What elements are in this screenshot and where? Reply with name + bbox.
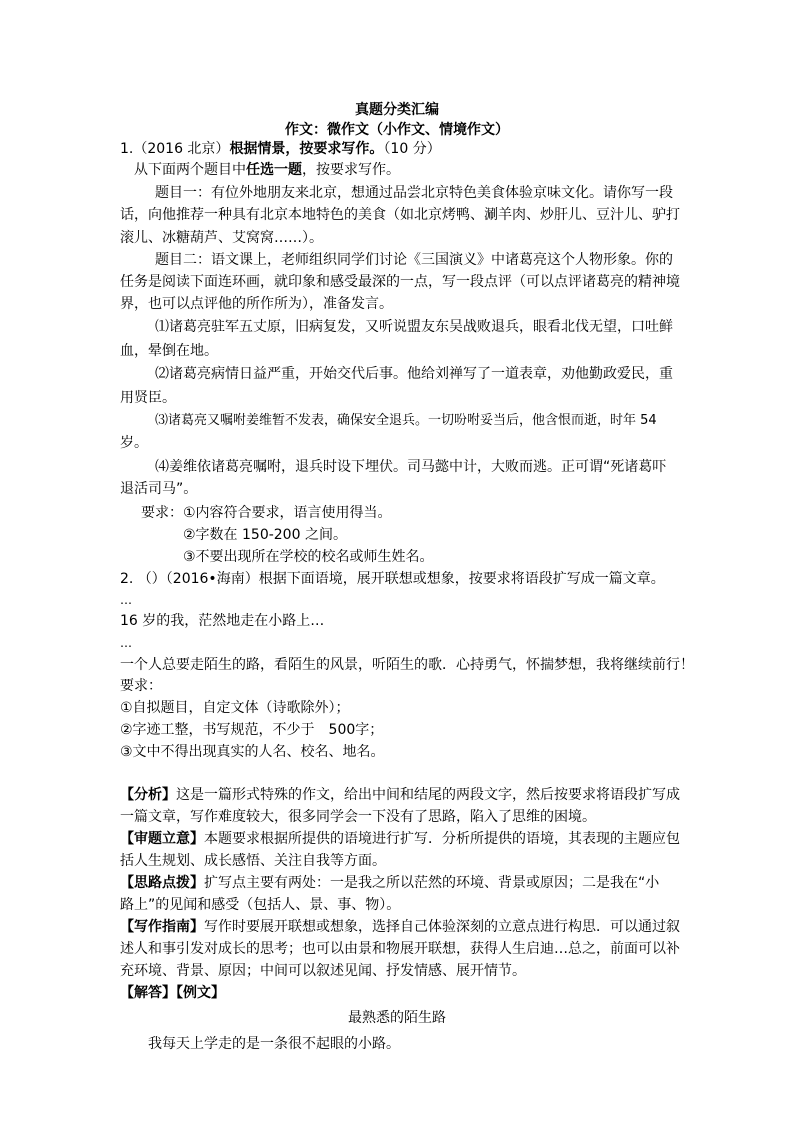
q2-requirement: ②字迹工整，书写规范，不少于 500字； — [120, 722, 384, 738]
q1-requirement: ②字数在 150-200 之间。 — [183, 527, 347, 543]
shenti-label: 【审题立意】 — [120, 831, 204, 847]
q1-intro-emphasis: 任选一题 — [246, 162, 302, 178]
xiezuo-section: 【写作指南】写作时要展开联想或想象，选择自己体验深刻的立意点进行构思．可以通过叙 — [120, 919, 680, 935]
q1-panel-3-cont: 岁。 — [120, 435, 148, 451]
q1-title: 根据情景，按要求写作。 — [229, 141, 384, 157]
xiezuo-cont: 充环境、背景、原因；中间可以叙述见闻、抒发情感、展开情节。 — [120, 963, 526, 979]
q2-context-line: 16 岁的我，茫然地走在小路上… — [120, 613, 325, 629]
q1-topic2-line: 题目二：语文课上，老师组织同学们讨论《三国演义》中诸葛亮这个人物形象。你的 — [155, 252, 673, 268]
q1-topic2-line: 界，也可以点评他的所作所为），准备发言。 — [120, 296, 393, 312]
q1-topic1-line: 话，向他推荐一种具有北京本地特色的美食（如北京烤鸭、涮羊肉、炒肝儿、豆汁儿、驴打 — [120, 207, 680, 223]
silu-cont: 路上”的见闻和感受（包括人、景、事、物）。 — [120, 897, 401, 913]
q2-requirement: ③文中不得出现真实的人名、校名、地名。 — [120, 744, 385, 760]
q1-panel-1: ⑴诸葛亮驻军五丈原，旧病复发，又听说盟友东吴战败退兵，眼看北伐无望，口吐鲜 — [155, 319, 673, 335]
q1-panel-4: ⑷姜维依诸葛亮嘱咐，退兵时设下埋伏。司马懿中计，大败而逃。正可谓“死诸葛吓 — [155, 459, 667, 475]
page-subtitle: 作文：微作文（小作文、情境作文） — [285, 122, 509, 138]
q2-req-label: 要求： — [120, 678, 162, 694]
q1-prefix: 1.（2016 北京） — [120, 141, 230, 157]
silu-section: 【思路点拨】扩写点主要有两处：一是我之所以茫然的环境、背景或原因；二是我在“小 — [120, 875, 660, 891]
q2-requirement: ①自拟题目，自定文体（诗歌除外）； — [120, 700, 350, 716]
q2-stem: 2. （）（2016•海南）根据下面语境，展开联想或想象，按要求将语段扩写成一篇文章。 — [120, 571, 665, 587]
q1-panel-2: ⑵诸葛亮病情日益严重，开始交代后事。他给刘禅写了一道表章，劝他勤政爱民，重 — [155, 366, 673, 382]
page-title: 真题分类汇编 — [355, 102, 439, 118]
silu-label: 【思路点拨】 — [120, 875, 204, 891]
q1-panel-2-cont: 用贤臣。 — [120, 390, 176, 406]
essay-title: 最熟悉的陌生路 — [348, 1010, 446, 1026]
answer-label: 【解答】【例文】 — [120, 985, 225, 1001]
analysis-section: 【分析】这是一篇形式特殊的作文，给出中间和结尾的两段文字，然后按要求将语段扩写成 — [120, 787, 680, 803]
q1-panel-3: ⑶诸葛亮又嘱咐姜维暂不发表，确保安全退兵。一切吩咐妥当后，他含恨而逝，时年 54 — [155, 413, 657, 428]
shenti-cont: 括人生规划、成长感悟、关注自我等方面。 — [120, 853, 386, 869]
q1-intro: 从下面两个题目中任选一题，按要求写作。 — [134, 162, 400, 178]
q2-context-line: 一个人总要走陌生的路，看陌生的风景，听陌生的歌．心持勇气，怀揣梦想，我将继续前行！ — [120, 657, 694, 673]
shenti-section: 【审题立意】本题要求根据所提供的语境进行扩写．分析所提供的语境，其表现的主题应包 — [120, 831, 680, 847]
q1-panel-1-cont: 血，晕倒在地。 — [120, 343, 218, 359]
q1-topic1-line: 滚儿、冰糖葫芦、艾窝窝……）。 — [120, 230, 323, 246]
q1-points: （10 分） — [383, 141, 441, 157]
q1-requirement: ③不要出现所在学校的校名或师生姓名。 — [183, 549, 434, 565]
xiezuo-cont: 述人和事引发对成长的思考；也可以由景和物展开联想，获得人生启迪…总之，前面可以补 — [120, 941, 680, 957]
q2-ellipsis: … — [120, 593, 132, 607]
q1-heading — [120, 139, 441, 159]
xiezuo-label: 【写作指南】 — [120, 919, 204, 935]
q2-ellipsis: … — [120, 636, 132, 650]
analysis-label: 【分析】 — [120, 787, 176, 803]
q1-topic1-line: 题目一：有位外地朋友来北京，想通过品尝北京特色美食体验京味文化。请你写一段 — [155, 185, 673, 201]
q1-topic2-line: 任务是阅读下面连环画，就印象和感受最深的一点，写一段点评（可以点评诸葛亮的精神境 — [120, 274, 680, 290]
essay-first-line: 我每天上学走的是一条很不起眼的小路。 — [148, 1036, 400, 1052]
analysis-cont: 一篇文章，写作难度较大，很多同学会一下没有了思路，陷入了思维的困境。 — [120, 809, 596, 825]
q1-requirement: 要求：①内容符合要求，语言使用得当。 — [141, 505, 392, 521]
q1-panel-4-cont: 退活司马”。 — [120, 481, 198, 497]
